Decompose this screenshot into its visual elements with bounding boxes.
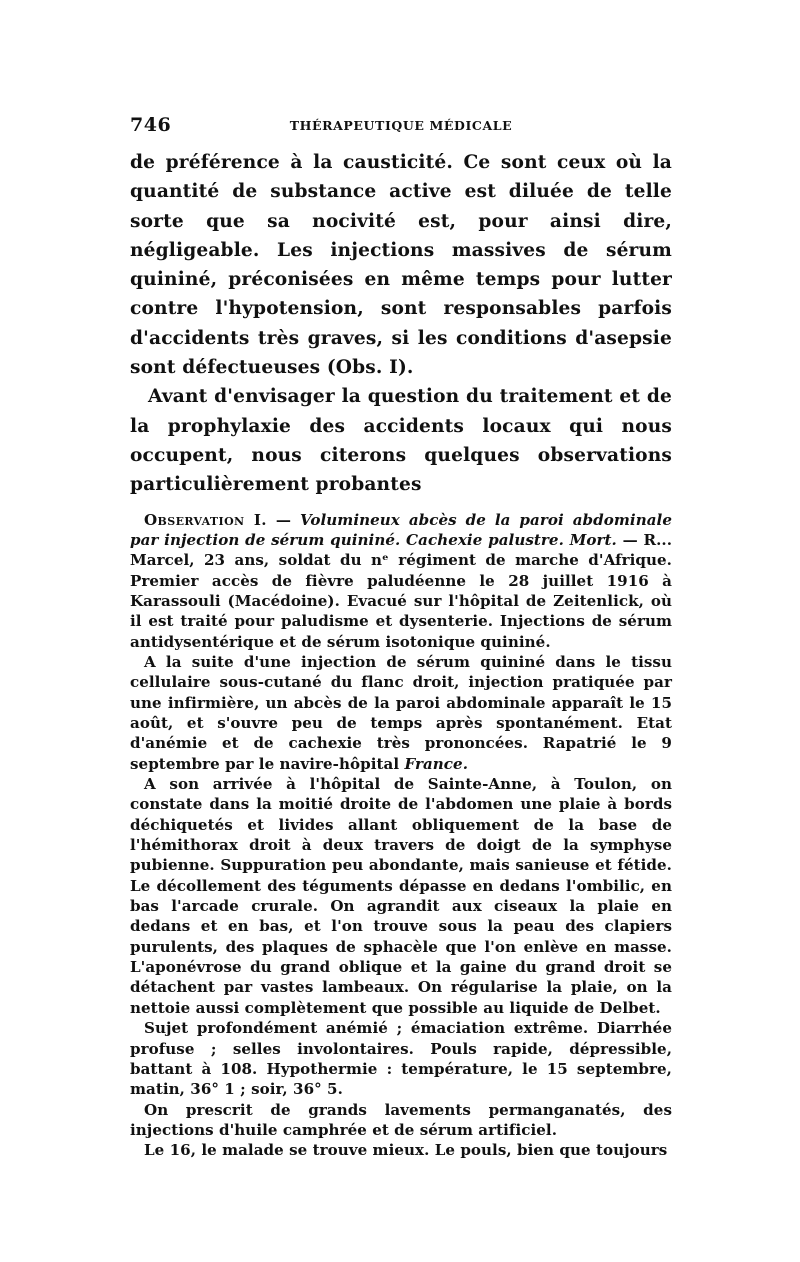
observation-intro: — R... Marcel, 23 ans, soldat du nᵉ régiment de marche d'Afrique. Premier accès de fièvre paludéenne le 28 juillet 1916 à Karassouli (Macédoine). Evacué sur l'hôpital de Zeitenlick, où il est traité pour paludisme et dysenterie. Injections de sérum antidysentérique et de sérum isotonique quininé. [130, 530, 672, 651]
observation-paragraph-4: Sujet profondément anémié ; émaciation extrême. Diarrhée profuse ; selles involontaires. Pouls rapide, dépressible, battant à 108. Hypothermie : température, le 15 septembre, matin, 36° 1 ; soir, 36° 5. [130, 1019, 672, 1099]
observation-paragraph-6: Le 16, le malade se trouve mieux. Le pouls, bien que toujours [144, 1141, 668, 1160]
ship-name: France. [404, 754, 469, 773]
main-paragraph-1: de préférence à la causticité. Ce sont ceux où la quantité de substance active est diluée de telle sorte que sa nocivité est, pour ainsi dire, négligeable. Les injections massives de sérum quininé, préconisées en même temps pour lutter contre l'hypotension, sont responsables parfois d'accidents très graves, si les conditions d'asepsie sont défectueuses (Obs. I). [130, 152, 672, 379]
main-paragraph-2: Avant d'envisager la question du traitement et de la prophylaxie des accidents locaux qui nous occupent, nous citerons quelques observations particulièrement probantes [130, 386, 672, 496]
observation-paragraph-2 [130, 652, 672, 774]
observation-paragraph-5: On prescrit de grands lavements permanganatés, des injections d'huile camphrée et de sérum artificiel. [130, 1100, 672, 1139]
running-title: THÉRAPEUTIQUE MÉDICALE [289, 118, 513, 133]
observation-paragraph-1 [130, 510, 672, 652]
observation-paragraph-3: A son arrivée à l'hôpital de Sainte-Anne, à Toulon, on constate dans la moitié droite de l'abdomen une plaie à bords déchiquetés et livides allant obliquement de la base de l'hémithorax droit à deux travers de doigt de la symphyse pubienne. Suppuration peu abondante, mais sanieuse et fétide. Le décollement des téguments dépasse en dedans l'ombilic, en bas l'arcade crurale. On agrandit aux ciseaux la plaie en dedans et en bas, et l'on trouve sous la peau des clapiers purulents, des plaques de sphacèle que l'on enlève en masse. L'aponévrose du grand oblique et la gaine du grand droit se détachent par vastes lambeaux. On régularise la plaie, on la nettoie aussi complètement que possible au liquide de Delbet. [130, 775, 672, 1017]
observation-dash: — [266, 510, 300, 529]
document-page [130, 114, 672, 1161]
main-text [130, 148, 672, 500]
observation-paragraph-2-text: A la suite d'une injection de sérum quininé dans le tissu cellulaire sous-cutané du flanc droit, injection pratiquée par une infirmière, un abcès de la paroi abdominale apparaît le 15 août, et s'ouvre peu de temps après spontanément. Etat d'anémie et de cachexie très prononcées. Rapatrié le 9 septembre par le navire-hôpital [130, 652, 672, 773]
observation-block [130, 510, 672, 1161]
observation-label: Observation I. [144, 510, 267, 529]
page-number: 746 [130, 114, 172, 136]
page-header [130, 114, 672, 140]
observation-title: Volumineux abcès de la paroi abdominale par injection de sérum quininé. Cachexie palustre. Mort. [130, 510, 672, 549]
